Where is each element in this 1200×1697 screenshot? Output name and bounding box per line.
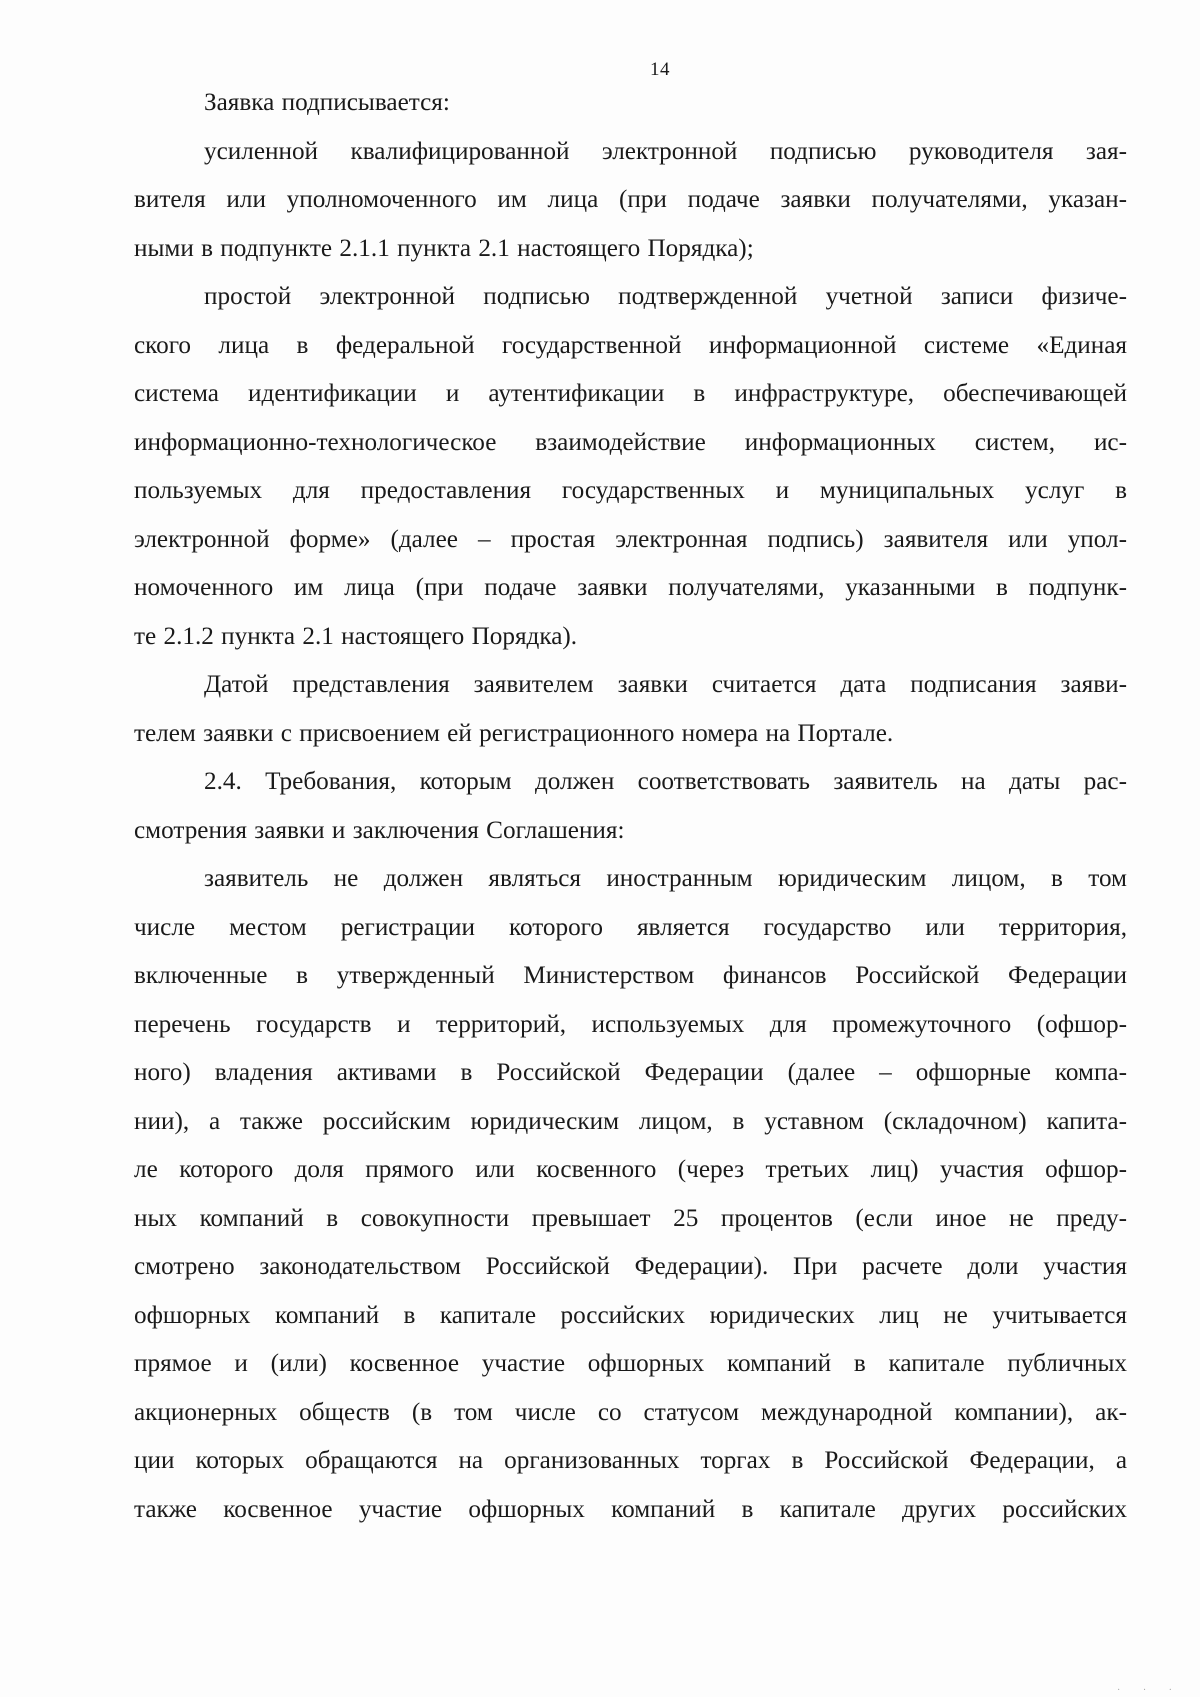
text-line: ции которых обращаются на организованных торгах в Российской Федерации, а	[134, 1447, 1127, 1474]
text-line: телем заявки с присвоением ей регистрационного номера на Портале.	[134, 719, 894, 747]
text-line: номоченного им лица (при подаче заявки получателями, указанными в подпунк-	[134, 574, 1127, 601]
text-line: ле которого доля прямого или косвенного (через третьих лиц) участия офшор-	[134, 1156, 1127, 1183]
text-line: заявитель не должен являться иностранным юридическим лицом, в том	[204, 865, 1127, 892]
text-line: информационно-технологическое взаимодействие информационных систем, ис-	[134, 428, 1127, 456]
document-body	[134, 79, 1127, 1534]
text-line: также косвенное участие офшорных компаний в капитале других российских	[134, 1495, 1127, 1523]
text-line: акционерных обществ (в том числе со статусом международной компании), ак-	[134, 1398, 1127, 1426]
text-line: смотрено законодательством Российской Федерации). При расчете доли участия	[134, 1253, 1127, 1280]
text-line: Датой представления заявителем заявки считается дата подписания заяви-	[204, 671, 1127, 698]
text-line: нии), а также российским юридическим лицом, в уставном (складочном) капита-	[134, 1107, 1127, 1135]
scan-artifact: · · ·	[1117, 1685, 1182, 1696]
text-line: ного) владения активами в Российской Федерации (далее – офшорные компа-	[134, 1059, 1127, 1086]
text-line: ных компаний в совокупности превышает 25 процентов (если иное не преду-	[134, 1204, 1127, 1232]
text-line: простой электронной подписью подтвержденной учетной записи физиче-	[204, 283, 1127, 310]
text-line: офшорных компаний в капитале российских юридических лиц не учитывается	[134, 1301, 1127, 1329]
text-line: 2.4. Требования, которым должен соответствовать заявитель на даты рас-	[204, 768, 1127, 795]
text-line: Заявка подписывается:	[204, 89, 450, 116]
text-line: перечень государств и территорий, используемых для промежуточного (офшор-	[134, 1010, 1127, 1038]
page-number: 14	[650, 59, 670, 80]
text-line: те 2.1.2 пункта 2.1 настоящего Порядка).	[134, 622, 578, 650]
text-line: вителя или уполномоченного им лица (при подаче заявки получателями, указан-	[134, 186, 1127, 213]
text-line: пользуемых для предоставления государственных и муниципальных услуг в	[134, 477, 1127, 504]
text-line: ными в подпункте 2.1.1 пункта 2.1 настоящего Порядка);	[134, 234, 754, 262]
text-line: включенные в утвержденный Министерством финансов Российской Федерации	[134, 962, 1127, 989]
text-line: усиленной квалифицированной электронной подписью руководителя зая-	[204, 137, 1127, 165]
text-line: электронной форме» (далее – простая электронная подпись) заявителя или упол-	[134, 525, 1127, 553]
text-line: система идентификации и аутентификации в инфраструктуре, обеспечивающей	[134, 380, 1127, 407]
text-line: ского лица в федеральной государственной информационной системе «Единая	[134, 331, 1127, 359]
text-line: числе местом регистрации которого является государство или территория,	[134, 913, 1127, 941]
text-line: смотрения заявки и заключения Соглашения:	[134, 816, 625, 844]
text-line: прямое и (или) косвенное участие офшорных компаний в капитале публичных	[134, 1350, 1127, 1377]
